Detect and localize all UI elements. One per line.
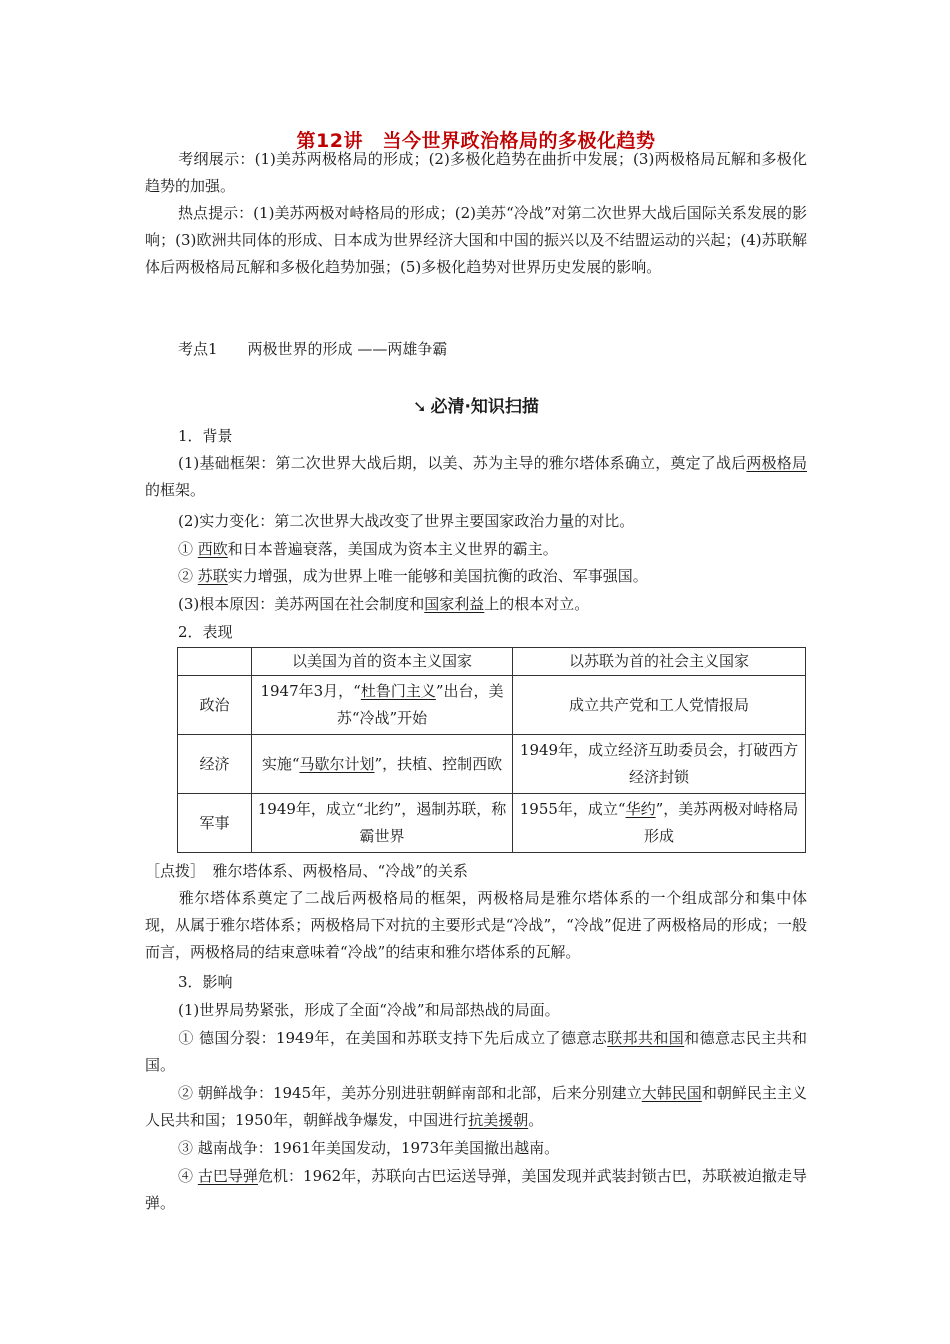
answer-soviet-union: 苏联 xyxy=(197,567,228,585)
background-p4-text-b: 实力增强，成为世界上唯一能够和美国抗衡的政治、军事强国。 xyxy=(227,567,648,585)
soviet-cell xyxy=(513,794,806,853)
kaodian-heading: 考点1 两极世界的形成 ——两雄争霸 xyxy=(178,340,448,358)
section-heading-text: 必清·知识扫描 xyxy=(430,397,539,417)
impact-p3-text-a: ② 朝鲜战争：1945年，美苏分别进驻朝鲜南部和北部，后来分别建立 xyxy=(178,1084,642,1102)
answer-truman-doctrine: 杜鲁门主义 xyxy=(360,682,436,700)
answer-federal-republic: 联邦共和国 xyxy=(607,1029,685,1047)
impact-p2-text-a: ① 德国分裂：1949年，在美国和苏联支持下先后成立了德意志 xyxy=(178,1029,608,1047)
hotspots-paragraph xyxy=(145,200,807,281)
tip-heading: ［点拨］ 雅尔塔体系、两极格局、“冷战”的关系 xyxy=(145,862,468,880)
answer-bipolar-pattern: 两极格局 xyxy=(746,454,807,472)
impact-p5-text-b: 危机：1962年，苏联向古巴运送导弹，美国发现并武装封锁古巴，苏联被迫撤走导弹。 xyxy=(145,1167,807,1212)
row-label: 经济 xyxy=(178,735,252,794)
impact-heading: 3．影响 xyxy=(178,973,233,991)
answer-cuban-missile: 古巴导弹 xyxy=(197,1167,258,1185)
background-p5-text-b: 上的根本对立。 xyxy=(484,595,590,613)
impact-p3-text-c: 。 xyxy=(528,1111,544,1129)
comparison-table xyxy=(177,647,806,853)
answer-marshall-plan: 马歇尔计划 xyxy=(299,754,375,773)
table-header-row xyxy=(178,648,806,676)
background-p1-text-b: 的框架。 xyxy=(145,481,206,499)
table-header-soviet: 以苏联为首的社会主义国家 xyxy=(513,648,806,676)
background-p4 xyxy=(178,563,840,590)
answer-republic-of-korea: 大韩民国 xyxy=(641,1084,702,1102)
us-cell xyxy=(252,676,513,735)
impact-p5-text-a: ④ xyxy=(178,1167,198,1185)
background-heading: 1．背景 xyxy=(178,427,233,445)
manifestation-heading: 2．表现 xyxy=(178,623,233,641)
us-cell-text-b: ”出台，美苏“冷战”开始 xyxy=(336,682,504,727)
table-header-us: 以美国为首的资本主义国家 xyxy=(252,648,513,676)
table-row xyxy=(178,735,806,794)
answer-warsaw-pact: 华约 xyxy=(625,800,656,818)
background-p1 xyxy=(145,450,807,504)
soviet-cell-text-b: ”，美苏两极对峙格局形成 xyxy=(643,800,799,845)
table-row xyxy=(178,794,806,853)
table-header-blank xyxy=(178,648,252,676)
tip-body-text: 雅尔塔体系奠定了二战后两极格局的框架，两极格局是雅尔塔体系的一个组成部分和集中体现，从属于雅尔塔体系；两极格局下对抗的主要形式是“冷战”，“冷战”促进了两极格局的形成；一般而言，两极格局的结束意味着“冷战”的结束和雅尔塔体系的瓦解。 xyxy=(145,889,807,961)
us-cell-text-a: 1947年3月，“ xyxy=(260,682,361,700)
background-p3 xyxy=(178,536,840,563)
background-p1-text-a: (1)基础框架：第二次世界大战后期，以美、苏为主导的雅尔塔体系确立，奠定了战后 xyxy=(178,454,747,472)
soviet-cell-text-a: 成立共产党和工人党情报局 xyxy=(568,695,749,714)
impact-p3 xyxy=(145,1080,807,1134)
outline-text: 考纲展示：(1)美苏两极格局的形成；(2)多极化趋势在曲折中发展；(3)两极格局瓦解和多极化趋势的加强。 xyxy=(145,150,807,195)
soviet-cell xyxy=(513,735,806,794)
us-cell-text-a: 实施“ xyxy=(261,754,300,773)
background-p5-text-a: (3)根本原因：美苏两国在社会制度和 xyxy=(178,595,425,613)
us-cell xyxy=(252,794,513,853)
background-p4-text-a: ② xyxy=(178,567,198,585)
row-label: 军事 xyxy=(178,794,252,853)
arrow-down-right-icon: ➘ xyxy=(413,397,427,416)
background-p3-text-b: 和日本普遍衰落，美国成为资本主义世界的霸主。 xyxy=(227,540,558,558)
section-heading xyxy=(145,392,807,417)
background-p2: (2)实力变化：第二次世界大战改变了世界主要国家政治力量的对比。 xyxy=(178,512,635,530)
outline-paragraph xyxy=(145,146,807,200)
hotspots-text: 热点提示：(1)美苏两极对峙格局的形成；(2)美苏“冷战”对第二次世界大战后国际关系发展的影响；(3)欧洲共同体的形成、日本成为世界经济大国和中国的振兴以及不结盟运动的兴起；(4)苏联解体后两极格局瓦解和多极化趋势加强；(5)多极化趋势对世界历史发展的影响。 xyxy=(145,204,807,276)
impact-p1: (1)世界局势紧张，形成了全面“冷战”和局部热战的局面。 xyxy=(178,1001,560,1019)
impact-p3-text-b: 和朝鲜民主主义人民共和国；1950年，朝鲜战争爆发，中国进行 xyxy=(145,1084,807,1129)
soviet-cell-text-a: 1955年，成立“ xyxy=(519,800,626,818)
soviet-cell xyxy=(513,676,806,735)
us-cell-text-a: 1949年，成立“北约”，遏制苏联，称霸世界 xyxy=(257,800,507,845)
tip-paragraph xyxy=(145,885,807,966)
background-p5 xyxy=(178,591,840,618)
table-row xyxy=(178,676,806,735)
impact-p4: ③ 越南战争：1961年美国发动，1973年美国撤出越南。 xyxy=(178,1139,560,1157)
answer-national-interest: 国家利益 xyxy=(424,595,485,613)
impact-p2 xyxy=(145,1025,807,1079)
answer-resist-us-aid-korea: 抗美援朝 xyxy=(468,1111,529,1129)
us-cell-text-b: ”，扶植、控制西欧 xyxy=(374,754,503,773)
soviet-cell-text-a: 1949年，成立经济互助委员会，打破西方经济封锁 xyxy=(519,741,799,786)
impact-p2-text-b: 和德意志民主共和国。 xyxy=(145,1029,807,1074)
impact-p5 xyxy=(145,1163,807,1217)
row-label: 政治 xyxy=(178,676,252,735)
us-cell xyxy=(252,735,513,794)
page-title: 第12讲 当今世界政治格局的多极化趋势 xyxy=(296,130,656,152)
answer-western-europe: 西欧 xyxy=(197,540,228,558)
background-p3-text-a: ① xyxy=(178,540,198,558)
